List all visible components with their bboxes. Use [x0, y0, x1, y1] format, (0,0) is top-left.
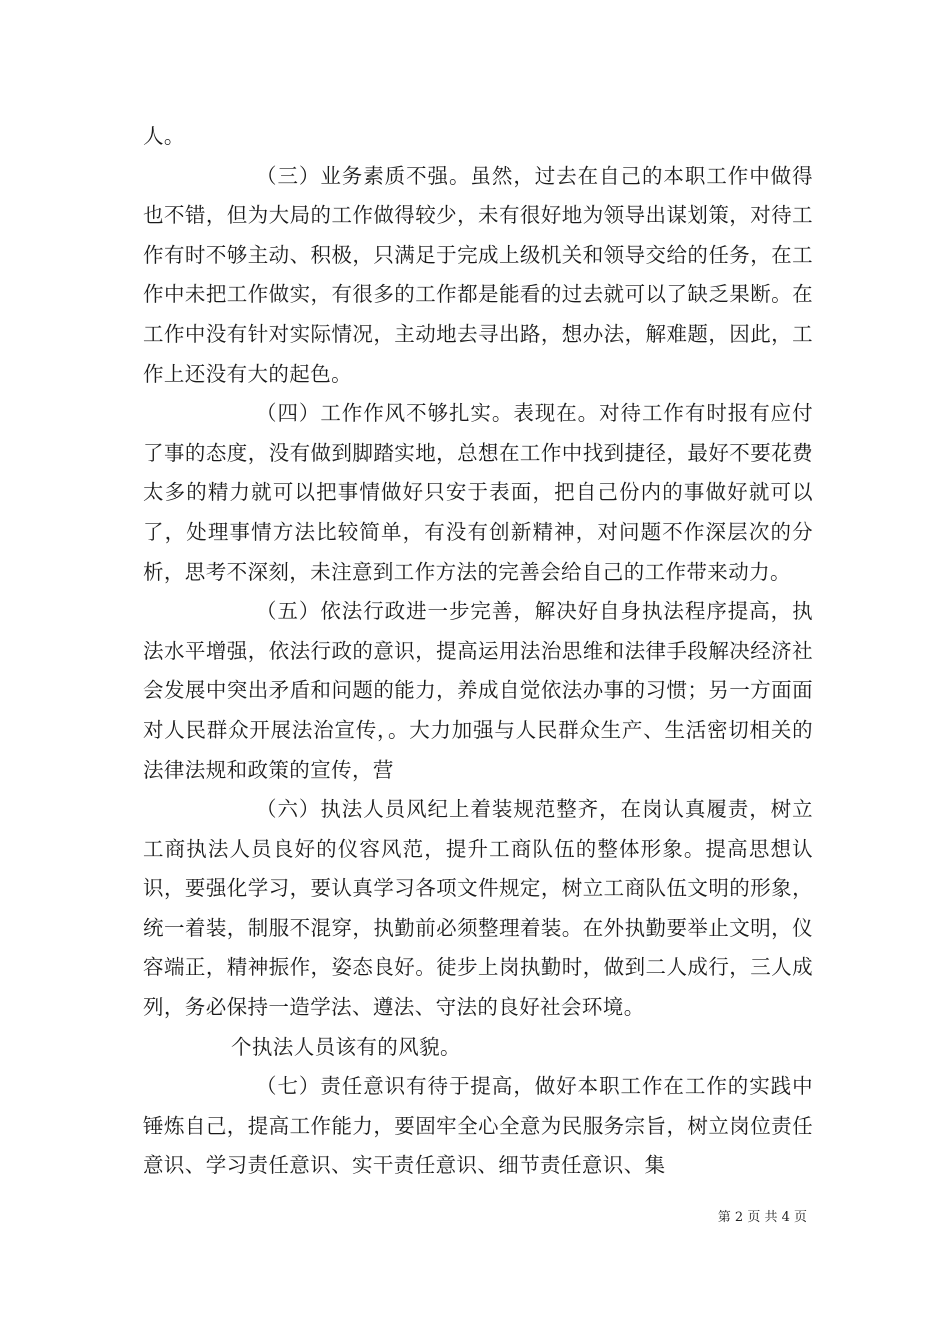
paragraph-3-business-quality: （三）业务素质不强。虽然，过去在自己的本职工作中做得也不错，但为大局的工作做得较少，未有很好地为领导出谋划策，对待工作有时不够主动、积极，只满足于完成上级机关和领导交给的任务，在工作中未把工作做实，有很多的工作都是能看的过去就可以了缺乏果断。在工作中没有针对实际情况，主动地去寻出路，想办法，解难题，因此，工作上还没有大的起色。	[143, 163, 813, 386]
paragraph-4-work-style: （四）工作作风不够扎实。表现在。对待工作有时报有应付了事的态度，没有做到脚踏实地，总想在工作中找到捷径，最好不要花费太多的精力就可以把事情做好只安于表面，把自己份内的事做好就可以了，处理事情方法比较简单，有没有创新精神，对问题不作深层次的分析，思考不深刻，未注意到工作方法的完善会给自己的工作带来动力。	[143, 401, 813, 584]
paragraph-fragment: 个执法人员该有的风貌。	[231, 1034, 461, 1059]
document-body	[143, 117, 813, 1186]
paragraph-continuation: 人。	[143, 124, 185, 148]
paragraph-5-law-administration: （五）依法行政进一步完善，解决好自身执法程序提高，执法水平增强，依法行政的意识，提高运用法治思维和法律手段解决经济社会发展中突出矛盾和问题的能力，养成自觉依法办事的习惯；另一方面面对人民群众开展法治宣传，。大力加强与人民群众生产、生活密切相关的法律法规和政策的宣传，营	[143, 599, 813, 782]
page-number-footer: 第 2 页 共 4 页	[717, 1210, 807, 1225]
paragraph-7-responsibility: （七）责任意识有待于提高，做好本职工作在工作的实践中锤炼自己，提高工作能力，要固牢全心全意为民服务宗旨，树立岗位责任意识、学习责任意识、实干责任意识、细节责任意识、集	[143, 1074, 813, 1178]
paragraph-6-discipline: （六）执法人员风纪上着装规范整齐，在岗认真履责，树立工商执法人员良好的仪容风范，提升工商队伍的整体形象。提高思想认识，要强化学习，要认真学习各项文件规定，树立工商队伍文明的形象，统一着装，制服不混穿，执勤前必须整理着装。在外执勤要举止文明，仪容端正，精神振作，姿态良好。徒步上岗执勤时，做到二人成行，三人成列，务必保持一造学法、遵法、守法的良好社会环境。	[143, 797, 813, 1020]
